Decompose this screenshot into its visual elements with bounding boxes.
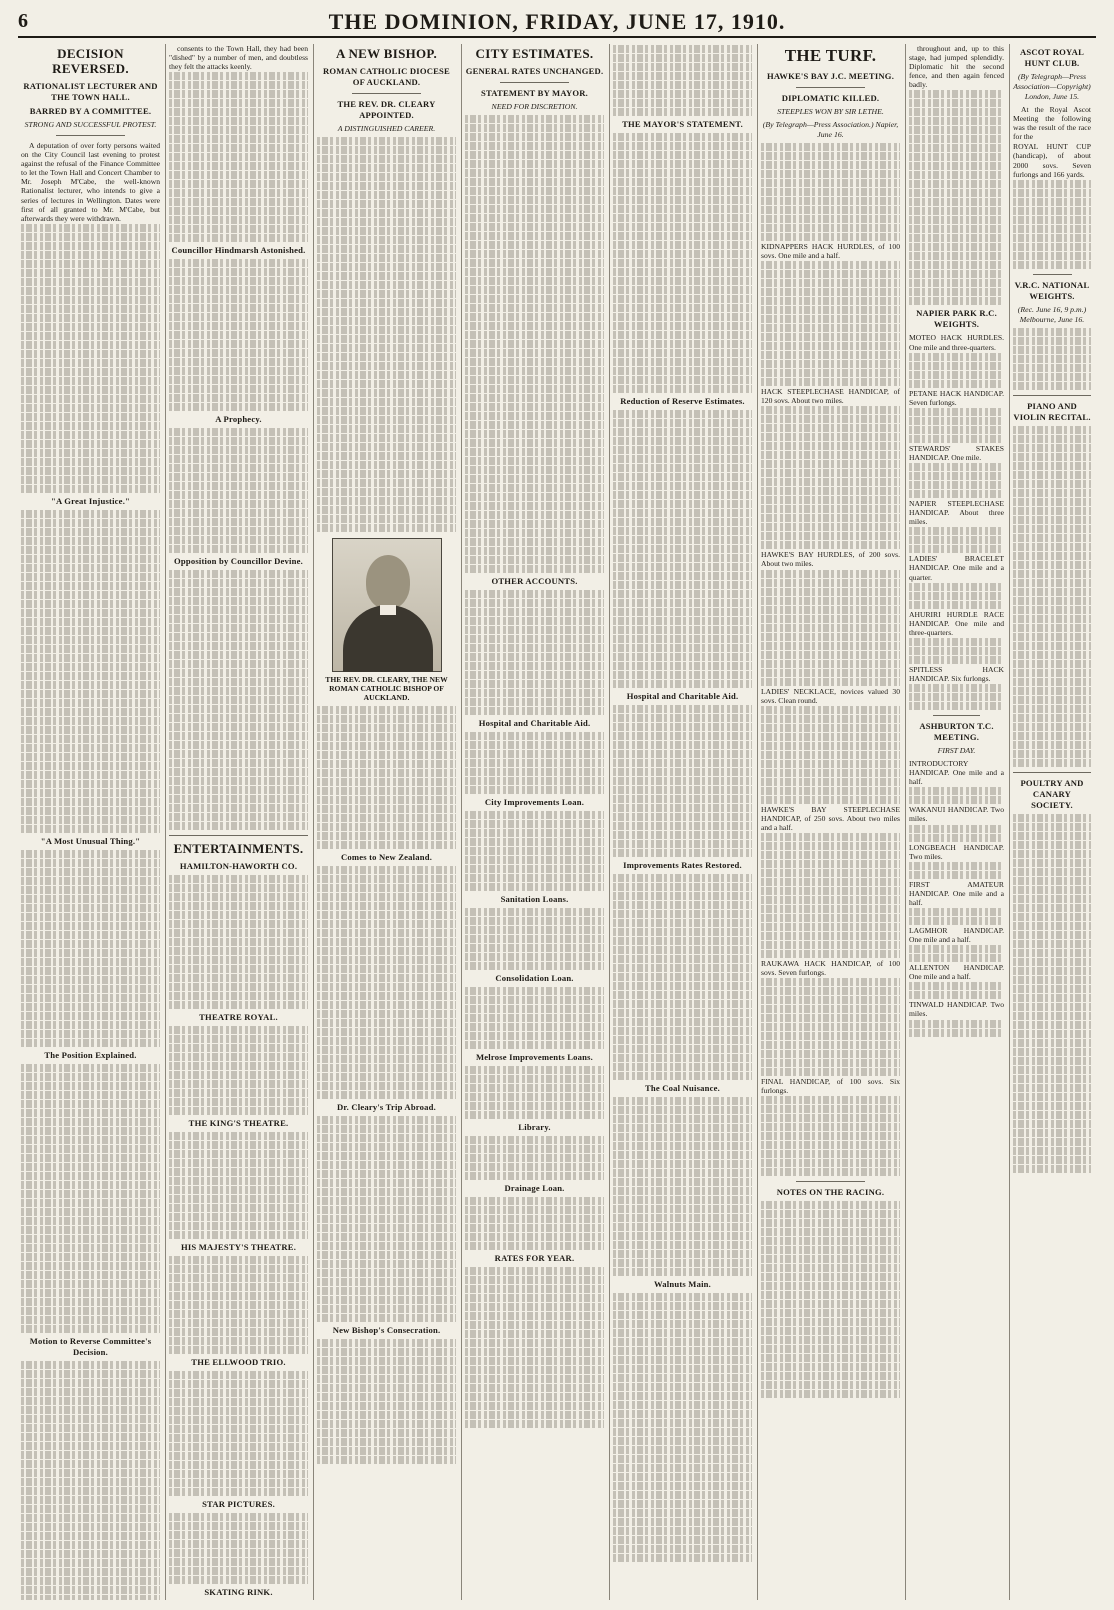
race-results bbox=[761, 706, 900, 804]
subheading: BARRED BY A COMMITTEE. bbox=[29, 106, 152, 116]
divider bbox=[169, 835, 308, 836]
subheading: STAR PICTURES. bbox=[202, 1499, 275, 1510]
body-text bbox=[169, 72, 308, 242]
headline-piano-violin-recital: PIANO AND VIOLIN RECITAL. bbox=[1013, 400, 1091, 422]
section-heading: Consolidation Loan. bbox=[495, 973, 574, 983]
subheading: HIS MAJESTY'S THEATRE. bbox=[180, 1242, 297, 1253]
body-text bbox=[465, 1197, 604, 1250]
section-heading: Walnuts Main. bbox=[653, 1279, 712, 1289]
section-heading: Hospital and Charitable Aid. bbox=[626, 691, 739, 701]
race-title: STEWARDS' STAKES HANDICAP. One mile. bbox=[909, 443, 1004, 462]
section-heading: "A Most Unusual Thing." bbox=[40, 835, 141, 846]
section-heading: Drainage Loan. bbox=[504, 1183, 565, 1193]
column-decision-reversed bbox=[18, 44, 166, 1600]
section-heading: Councillor Hindmarsh Astonished. bbox=[171, 245, 306, 256]
dateline: (Rec. June 16, 9 p.m.) Melbourne, June 16. bbox=[1017, 304, 1087, 324]
headline-decision-reversed: DECISION REVERSED. bbox=[52, 46, 129, 76]
body-text bbox=[317, 866, 456, 1099]
race-title: LONGBEACH HANDICAP. Two miles. bbox=[909, 842, 1004, 861]
race-title: TINWALD HANDICAP. Two miles. bbox=[909, 1000, 1004, 1019]
subheading: STEEPLES WON BY SIR LETHE. bbox=[777, 107, 884, 116]
subheading: STATEMENT BY MAYOR. bbox=[480, 88, 589, 98]
subheading: V.R.C. NATIONAL WEIGHTS. bbox=[1014, 279, 1090, 301]
body-text bbox=[761, 143, 900, 241]
page-number: 6 bbox=[18, 10, 28, 32]
body-text bbox=[465, 908, 604, 970]
race-title: ROYAL HUNT CUP (handicap), of about 2000 sovs. Seven furlongs and 166 yards. bbox=[1013, 142, 1091, 179]
portrait-caption: THE REV. DR. CLEARY, THE NEW ROMAN CATHOLIC BISHOP OF AUCKLAND. bbox=[325, 675, 448, 702]
section-heading: Motion to Reverse Committee's Decision. bbox=[29, 1335, 152, 1357]
race-results bbox=[761, 570, 900, 686]
article-continuation: consents to the Town Hall, they had been "dished" by a number of men, and doubtless they felt the attacks keenly. bbox=[169, 44, 308, 72]
race-results bbox=[761, 261, 900, 386]
race-title: PETANE HACK HANDICAP. Seven furlongs. bbox=[909, 388, 1004, 407]
body-text bbox=[21, 850, 160, 1047]
masthead bbox=[18, 8, 1096, 38]
race-results bbox=[761, 1096, 900, 1176]
race-title: NAPIER STEEPLECHASE HANDICAP. About three miles. bbox=[909, 499, 1004, 527]
section-heading: "A Great Injustice." bbox=[50, 495, 131, 506]
column-city-estimates bbox=[462, 44, 610, 1600]
subheading: FIRST DAY. bbox=[937, 746, 976, 756]
divider bbox=[796, 87, 866, 88]
body-text bbox=[317, 1116, 456, 1322]
headline-poultry-canary-society: POULTRY AND CANARY SOCIETY. bbox=[1020, 777, 1084, 810]
body-text bbox=[613, 705, 752, 857]
divider bbox=[1013, 395, 1091, 396]
section-heading: Hospital and Charitable Aid. bbox=[478, 718, 591, 728]
divider bbox=[1013, 772, 1091, 773]
column-mayors-statement bbox=[610, 44, 758, 1600]
subheading: THE KING'S THEATRE. bbox=[188, 1118, 289, 1129]
subheading: STRONG AND SUCCESSFUL PROTEST. bbox=[24, 120, 157, 129]
subheading: SKATING RINK. bbox=[204, 1587, 273, 1598]
section-heading: City Improvements Loan. bbox=[484, 797, 585, 807]
body-text bbox=[169, 1371, 308, 1496]
subheading: THE REV. DR. CLEARY APPOINTED. bbox=[337, 99, 436, 120]
page-columns bbox=[18, 44, 1096, 1600]
body-text bbox=[317, 1339, 456, 1464]
body-text bbox=[21, 1064, 160, 1333]
section-heading: Reduction of Reserve Estimates. bbox=[620, 396, 745, 406]
divider bbox=[352, 93, 422, 94]
divider bbox=[56, 135, 126, 136]
section-heading: Improvements Rates Restored. bbox=[623, 860, 742, 870]
section-heading: OTHER ACCOUNTS. bbox=[491, 576, 578, 586]
column-ascot-and-recital bbox=[1010, 44, 1096, 1600]
subheading: NOTES ON THE RACING. bbox=[776, 1187, 885, 1198]
newspaper-title: THE DOMINION, FRIDAY, JUNE 17, 1910. bbox=[328, 9, 786, 34]
body-text bbox=[169, 259, 308, 411]
body-text bbox=[169, 1256, 308, 1354]
body-text bbox=[465, 1136, 604, 1180]
body-text bbox=[169, 1132, 308, 1239]
race-title: HACK STEEPLECHASE HANDICAP, of 120 sovs. About two miles. bbox=[761, 387, 900, 406]
race-title: ALLENTON HANDICAP. One mile and a half. bbox=[909, 963, 1004, 982]
subheading: NEED FOR DISCRETION. bbox=[491, 102, 578, 111]
subheading: DIPLOMATIC KILLED. bbox=[781, 93, 880, 103]
subheading: ASCOT ROYAL HUNT CLUB. bbox=[1019, 47, 1085, 68]
column-racing-results bbox=[906, 44, 1010, 1600]
section-heading: Opposition by Councillor Devine. bbox=[174, 556, 303, 567]
body-text bbox=[613, 1293, 752, 1562]
race-title: LAGMHOR HANDICAP. One mile and a half. bbox=[909, 926, 1004, 945]
divider bbox=[933, 715, 981, 716]
body-text bbox=[613, 1097, 752, 1276]
subheading: THE ELLWOOD TRIO. bbox=[191, 1357, 286, 1368]
divider bbox=[1033, 274, 1072, 275]
article-intro: At the Royal Ascot Meeting the following was the result of the race for the bbox=[1013, 105, 1091, 142]
race-title: MOTEO HACK HURDLES. One mile and three-quarters. bbox=[909, 333, 1004, 352]
subheading: HAWKE'S BAY J.C. MEETING. bbox=[766, 71, 895, 81]
race-title: RAUKAWA HACK HANDICAP, of 100 sovs. Seven furlongs. bbox=[761, 959, 900, 978]
race-results bbox=[761, 833, 900, 958]
body-text bbox=[21, 1361, 160, 1600]
race-title: AHURIRI HURDLE RACE HANDICAP. One mile and three-quarters. bbox=[909, 609, 1004, 637]
section-heading: Melrose Improvements Loans. bbox=[475, 1052, 594, 1062]
race-title: FINAL HANDICAP, of 100 sovs. Six furlongs. bbox=[761, 1077, 900, 1096]
divider bbox=[500, 82, 570, 83]
body-text bbox=[465, 590, 604, 715]
subheading: A DISTINGUISHED CAREER. bbox=[337, 124, 436, 133]
race-title: FIRST AMATEUR HANDICAP. One mile and a half. bbox=[909, 879, 1004, 907]
divider bbox=[796, 1181, 866, 1182]
race-title: HAWKE'S BAY STEEPLECHASE HANDICAP, of 250 sovs. About two miles and a half. bbox=[761, 804, 900, 832]
headline-the-turf: THE TURF. bbox=[784, 46, 877, 65]
dateline: (By Telegraph—Press Association.) Napier, June 16. bbox=[762, 120, 899, 139]
body-text bbox=[169, 875, 308, 1009]
section-heading: Dr. Cleary's Trip Abroad. bbox=[337, 1102, 436, 1112]
column-new-bishop bbox=[314, 44, 462, 1600]
section-heading: Sanitation Loans. bbox=[500, 894, 569, 904]
article-intro: A deputation of over forty persons waited on the City Council last evening to protest against the refusal of the Finance Committee to let the Town Hall and Concert Chamber to Mr. Joseph M'Cabe, the well-known Rationalist lecturer, who intends to give a series of lectures in Wellington. Dates were first of all granted to Mr. M'Cabe, but afterwards they were withdrawn. bbox=[21, 141, 160, 223]
bishop-portrait bbox=[332, 538, 442, 672]
section-heading: The Position Explained. bbox=[44, 1049, 137, 1060]
section-heading: Library. bbox=[518, 1122, 551, 1132]
body-text bbox=[465, 732, 604, 794]
body-text bbox=[465, 1267, 604, 1428]
body-text bbox=[613, 133, 752, 393]
body-text bbox=[613, 874, 752, 1080]
body-text bbox=[169, 428, 308, 553]
body-text bbox=[465, 115, 604, 573]
subheading: GENERAL RATES UNCHANGED. bbox=[465, 66, 604, 76]
body-text bbox=[169, 1513, 308, 1584]
section-heading: The Coal Nuisance. bbox=[645, 1083, 720, 1093]
race-title: SPITLESS HACK HANDICAP. Six furlongs. bbox=[909, 664, 1004, 683]
headline-entertainments: ENTERTAINMENTS. bbox=[173, 841, 304, 857]
body-text bbox=[613, 45, 752, 116]
race-title: HAWKE'S BAY HURDLES, of 200 sovs. About two miles. bbox=[761, 550, 900, 569]
race-results bbox=[761, 406, 900, 549]
race-title: KIDNAPPERS HACK HURDLES, of 100 sovs. One mile and a half. bbox=[761, 242, 900, 261]
race-title: LADIES' NECKLACE, novices valued 30 sovs. Clean round. bbox=[761, 686, 900, 705]
article-continuation: throughout and, up to this stage, had jumped splendidly. Diplomatic hit the second fence, and then again fenced badly. bbox=[909, 44, 1004, 90]
subheading: THEATRE ROYAL. bbox=[199, 1012, 278, 1023]
subheading: HAMILTON-HAWORTH CO. bbox=[179, 861, 298, 872]
headline-new-bishop: A NEW BISHOP. bbox=[335, 46, 438, 61]
body-text bbox=[21, 510, 160, 833]
race-title: INTRODUCTORY HANDICAP. One mile and a half. bbox=[909, 759, 1004, 787]
body-text bbox=[465, 811, 604, 891]
body-text bbox=[613, 410, 752, 688]
section-heading: New Bishop's Consecration. bbox=[332, 1325, 441, 1335]
subheading: THE MAYOR'S STATEMENT. bbox=[622, 119, 743, 129]
body-text bbox=[761, 1201, 900, 1398]
subheading: NAPIER PARK R.C. WEIGHTS. bbox=[916, 308, 997, 330]
section-heading: Comes to New Zealand. bbox=[340, 852, 433, 862]
body-text bbox=[909, 90, 1004, 305]
subheading: RATES FOR YEAR. bbox=[494, 1253, 575, 1263]
dateline: (By Telegraph—Press Association—Copyright) London, June 15. bbox=[1013, 72, 1091, 101]
body-text bbox=[21, 224, 160, 493]
subheading: ROMAN CATHOLIC DIOCESE OF AUCKLAND. bbox=[323, 66, 450, 87]
subheading: ASHBURTON T.C. MEETING. bbox=[919, 721, 994, 743]
body-text bbox=[317, 706, 456, 849]
headline-city-estimates: CITY ESTIMATES. bbox=[475, 46, 594, 61]
body-text bbox=[169, 570, 308, 830]
section-heading: A Prophecy. bbox=[215, 414, 262, 425]
subheading: RATIONALIST LECTURER AND THE TOWN HALL. bbox=[23, 81, 158, 102]
race-results bbox=[761, 978, 900, 1076]
body-text bbox=[465, 987, 604, 1049]
body-text bbox=[465, 1066, 604, 1119]
body-text bbox=[169, 1026, 308, 1115]
body-text bbox=[317, 137, 456, 532]
race-title: WAKANUI HANDICAP. Two miles. bbox=[909, 805, 1004, 824]
race-title: LADIES' BRACELET HANDICAP. One mile and a quarter. bbox=[909, 554, 1004, 582]
column-the-turf bbox=[758, 44, 906, 1600]
column-entertainments bbox=[166, 44, 314, 1600]
